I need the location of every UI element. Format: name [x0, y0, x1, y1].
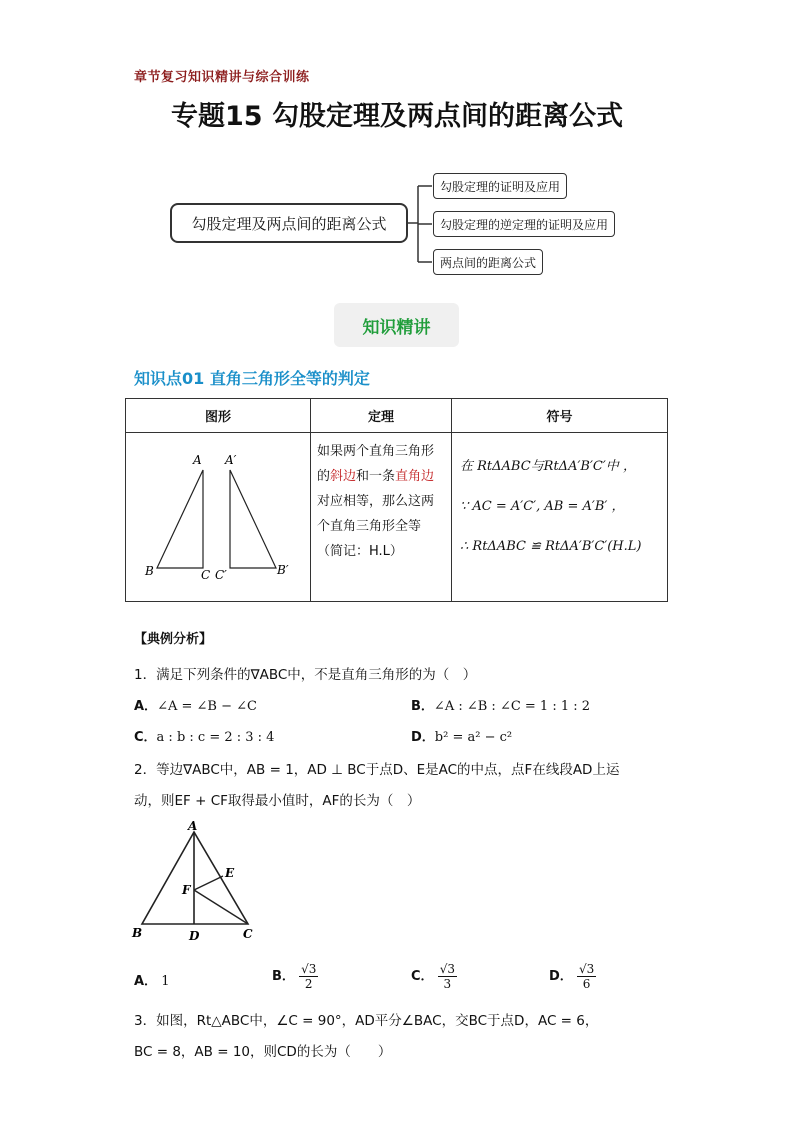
page-title: 专题15 勾股定理及两点间的距离公式 [171, 101, 623, 132]
symbol-line: ∵ AC = A′C′, AB = A′B′ ， [460, 499, 625, 514]
q1-option-d: D．b² = a² − c² [411, 730, 513, 745]
section-badge: 知识精讲 [334, 303, 459, 347]
symbol-line: 在 RtΔABC与RtΔA′B′C′中 ， [460, 459, 636, 474]
equilateral-triangle-figure [128, 818, 268, 948]
question-2-line-2: 动，则EF + CF取得最小值时，AF的长为（ ） [134, 793, 421, 809]
mindmap-node: 勾股定理的逆定理的证明及应用 [433, 211, 615, 237]
question-1-stem: 1．满足下列条件的∇ABC中，不是直角三角形的为（ ） [134, 667, 477, 683]
vertex-label: A [193, 453, 202, 467]
mindmap-node: 两点间的距离公式 [433, 249, 543, 275]
keyword-hypotenuse: 斜边 [330, 469, 357, 484]
mindmap-connectors [0, 0, 794, 300]
vertex-label: F [182, 883, 191, 897]
vertex-label: C′ [215, 568, 227, 582]
q2-option-b: B． $\frac{√3}{2}$ [272, 962, 317, 991]
vertex-label: C [243, 927, 253, 941]
series-heading: 章节复习知识精讲与综合训练 [134, 70, 310, 85]
keyword-leg: 直角边 [395, 469, 435, 484]
vertex-label: B [132, 926, 143, 940]
vertex-label: B [145, 564, 154, 578]
table-header: 定理 [311, 399, 452, 433]
table-header: 符号 [452, 399, 668, 433]
vertex-label: D [189, 929, 200, 943]
vertex-label: C [201, 568, 211, 582]
q1-option-b: B．∠A : ∠B : ∠C = 1 : 1 : 2 [411, 699, 591, 714]
theorem-table [125, 398, 668, 602]
q2-option-d: D． $\frac{√3}{6}$ [549, 962, 595, 991]
mindmap-node: 勾股定理的证明及应用 [433, 173, 567, 199]
vertex-label: A [188, 819, 198, 833]
symbol-cell [452, 433, 668, 602]
vertex-label: B′ [277, 563, 289, 577]
theorem-text: 如果两个直角三角形的斜边和一条直角边对应相等，那么这两个直角三角形全等（简记：H.L） [311, 433, 452, 602]
symbol-line: ∴ RtΔABC ≌ RtΔA′B′C′(H.L) [460, 539, 642, 554]
q2-option-c: C． $\frac{√3}{3}$ [411, 962, 455, 991]
question-3-line-1: 3．如图，Rt△ABC中，∠C = 90°，AD平分∠BAC，交BC于点D，AC = 6， [134, 1013, 599, 1029]
question-2-line-1: 2．等边∇ABC中，AB = 1，AD ⊥ BC于点D、E是AC的中点，点F在线段AD上运 [134, 762, 620, 778]
congruent-triangles-figure [127, 434, 309, 600]
examples-heading: 【典例分析】 [134, 632, 213, 647]
figure-cell [126, 433, 311, 602]
vertex-label: A′ [225, 453, 237, 467]
table-header: 图形 [126, 399, 311, 433]
q2-option-a: A． 1 [134, 974, 170, 989]
question-3-line-2: BC = 8，AB = 10，则CD的长为（ ） [134, 1044, 392, 1060]
mindmap-root: 勾股定理及两点间的距离公式 [170, 203, 408, 243]
q1-option-c: C．a : b : c = 2 : 3 : 4 [134, 730, 275, 745]
vertex-label: E [225, 866, 235, 880]
q1-option-a: A．∠A = ∠B − ∠C [134, 699, 257, 714]
knowledge-point-title: 知识点01 直角三角形全等的判定 [134, 369, 370, 388]
